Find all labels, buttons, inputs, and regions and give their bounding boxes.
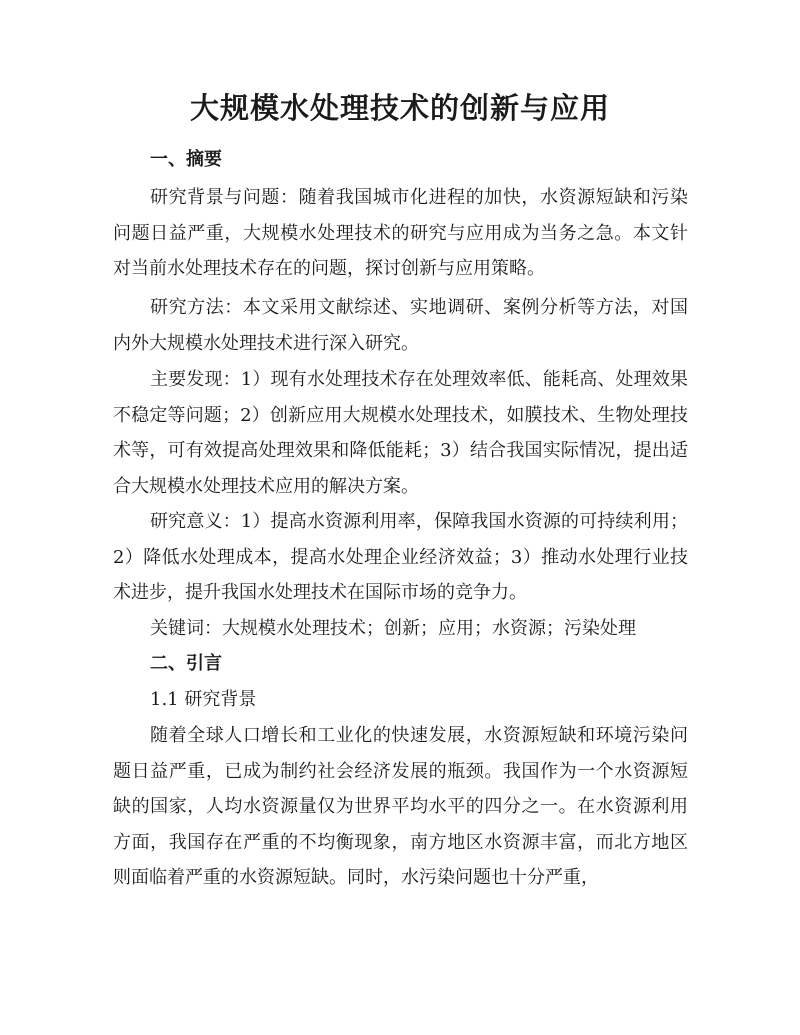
document-title: 大规模水处理技术的创新与应用 [189,91,610,125]
abstract-significance-paragraph: 研究意义：1）提高水资源利用率，保障我国水资源的可持续利用；2）降低水处理成本，提高水处理企业经济效益；3）推动水处理行业技术进步，提升我国水处理技术在国际市场的竞争力。 [113,511,688,603]
abstract-method-paragraph: 研究方法：本文采用文献综述、实地调研、案例分析等方法，对国内外大规模水处理技术进行深入研究。 [113,297,688,354]
section-heading-introduction: 二、引言 [150,653,222,674]
subsection-heading-background: 1.1 研究背景 [150,689,257,710]
abstract-background-paragraph: 研究背景与问题：随着我国城市化进程的加快，水资源短缺和污染问题日益严重，大规模水处理技术的研究与应用成为当务之急。本文针对当前水处理技术存在的问题，探讨创新与应用策略。 [113,187,688,279]
abstract-keywords-paragraph: 关键词：大规模水处理技术；创新；应用；水资源；污染处理 [150,618,636,639]
introduction-background-paragraph: 随着全球人口增长和工业化的快速发展，水资源短缺和环境污染问题日益严重，已成为制约社会经济发展的瓶颈。我国作为一个水资源短缺的国家，人均水资源量仅为世界平均水平的四分之一。在水资源利用方面，我国存在严重的不均衡现象，南方地区水资源丰富，而北方地区则面临着严重的水资源短缺。同时，水污染问题也十分严重， [113,725,688,888]
abstract-findings-paragraph: 主要发现：1）现有水处理技术存在处理效率低、能耗高、处理效果不稳定等问题；2）创新应用大规模水处理技术，如膜技术、生物处理技术等，可有效提高处理效果和降低能耗；3）结合我国实际情况，提出适合大规模水处理技术应用的解决方案。 [113,369,688,497]
section-heading-abstract: 一、摘要 [150,149,222,170]
